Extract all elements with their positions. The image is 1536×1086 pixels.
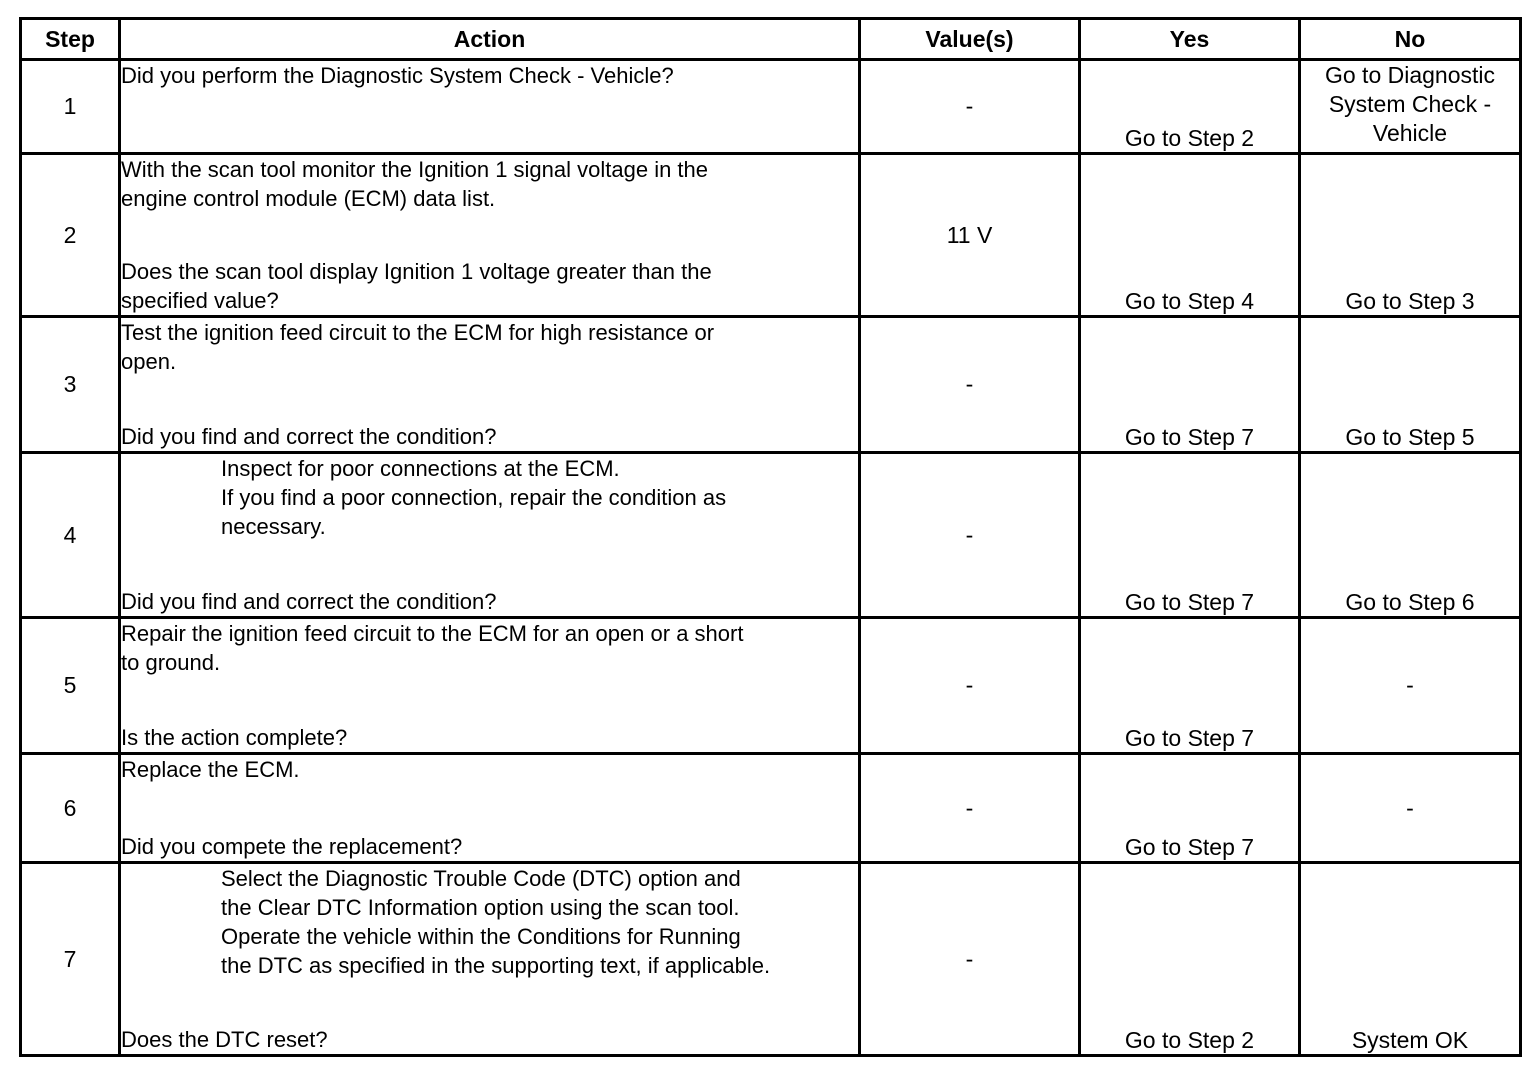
step-number: 2 bbox=[21, 154, 120, 317]
no-cell: - bbox=[1300, 618, 1521, 754]
header-yes: Yes bbox=[1080, 19, 1300, 60]
yes-cell: Go to Step 7 bbox=[1080, 453, 1300, 618]
action-cell bbox=[120, 863, 860, 1056]
no-cell bbox=[1300, 60, 1521, 154]
yes-cell: Go to Step 2 bbox=[1080, 863, 1300, 1056]
action-text: engine control module (ECM) data list. bbox=[121, 186, 496, 211]
step-number: 7 bbox=[21, 863, 120, 1056]
step-number: 5 bbox=[21, 618, 120, 754]
table-row bbox=[21, 317, 1521, 453]
table-row bbox=[21, 754, 1521, 863]
question-text: specified value? bbox=[121, 288, 279, 313]
yes-cell: Go to Step 7 bbox=[1080, 317, 1300, 453]
no-cell: - bbox=[1300, 754, 1521, 863]
no-cell: Go to Step 3 bbox=[1300, 154, 1521, 317]
value-cell: - bbox=[860, 754, 1080, 863]
action-text: Test the ignition feed circuit to the ECM for high resistance or bbox=[121, 320, 715, 345]
yes-cell: Go to Step 7 bbox=[1080, 618, 1300, 754]
value-cell: 11 V bbox=[860, 154, 1080, 317]
action-text: to ground. bbox=[121, 650, 221, 675]
action-text: With the scan tool monitor the Ignition 1 signal voltage in the bbox=[121, 157, 709, 182]
step-number: 3 bbox=[21, 317, 120, 453]
question-text: Is the action complete? bbox=[121, 725, 348, 750]
no-text: Vehicle bbox=[1372, 120, 1448, 146]
header-action: Action bbox=[120, 19, 860, 60]
yes-cell: Go to Step 4 bbox=[1080, 154, 1300, 317]
table-row bbox=[21, 453, 1521, 618]
question-text: Did you find and correct the condition? bbox=[121, 424, 497, 449]
question-text: Did you find and correct the condition? bbox=[121, 589, 497, 614]
question-text: Does the DTC reset? bbox=[121, 1027, 328, 1052]
action-text: Select the Diagnostic Trouble Code (DTC) option and bbox=[221, 866, 741, 891]
action-text: Repair the ignition feed circuit to the ECM for an open or a short bbox=[121, 621, 744, 646]
action-text: the Clear DTC Information option using the scan tool. bbox=[221, 895, 740, 920]
action-text: If you find a poor connection, repair the condition as bbox=[221, 485, 727, 510]
value-cell: - bbox=[860, 863, 1080, 1056]
value-cell: - bbox=[860, 60, 1080, 154]
action-text: Operate the vehicle within the Conditions for Running bbox=[221, 924, 741, 949]
no-cell: Go to Step 6 bbox=[1300, 453, 1521, 618]
action-text: necessary. bbox=[221, 514, 326, 539]
action-text: Replace the ECM. bbox=[121, 757, 300, 782]
header-row bbox=[21, 19, 1521, 60]
action-cell bbox=[120, 60, 860, 154]
table-row bbox=[21, 60, 1521, 154]
table-row bbox=[21, 618, 1521, 754]
table-row bbox=[21, 863, 1521, 1056]
value-cell: - bbox=[860, 618, 1080, 754]
action-cell bbox=[120, 317, 860, 453]
no-cell: System OK bbox=[1300, 863, 1521, 1056]
value-cell: - bbox=[860, 317, 1080, 453]
header-no: No bbox=[1300, 19, 1521, 60]
question-text: Does the scan tool display Ignition 1 voltage greater than the bbox=[121, 259, 712, 284]
question-text: Did you compete the replacement? bbox=[121, 834, 463, 859]
diagnostic-table bbox=[19, 17, 1522, 1057]
header-values: Value(s) bbox=[860, 19, 1080, 60]
no-text: Go to Diagnostic bbox=[1324, 62, 1496, 88]
action-cell bbox=[120, 618, 860, 754]
action-text: open. bbox=[121, 349, 177, 374]
action-cell bbox=[120, 154, 860, 317]
header-step: Step bbox=[21, 19, 120, 60]
action-text: Inspect for poor connections at the ECM. bbox=[221, 456, 620, 481]
action-text: the DTC as specified in the supporting text, if applicable. bbox=[221, 953, 771, 978]
yes-cell: Go to Step 2 bbox=[1080, 60, 1300, 154]
yes-cell: Go to Step 7 bbox=[1080, 754, 1300, 863]
action-text: Did you perform the Diagnostic System Check - Vehicle? bbox=[121, 63, 674, 88]
value-cell: - bbox=[860, 453, 1080, 618]
action-cell bbox=[120, 754, 860, 863]
step-number: 1 bbox=[21, 60, 120, 154]
step-number: 4 bbox=[21, 453, 120, 618]
no-cell: Go to Step 5 bbox=[1300, 317, 1521, 453]
table-row bbox=[21, 154, 1521, 317]
no-text: System Check - bbox=[1328, 91, 1492, 117]
step-number: 6 bbox=[21, 754, 120, 863]
action-cell bbox=[120, 453, 860, 618]
